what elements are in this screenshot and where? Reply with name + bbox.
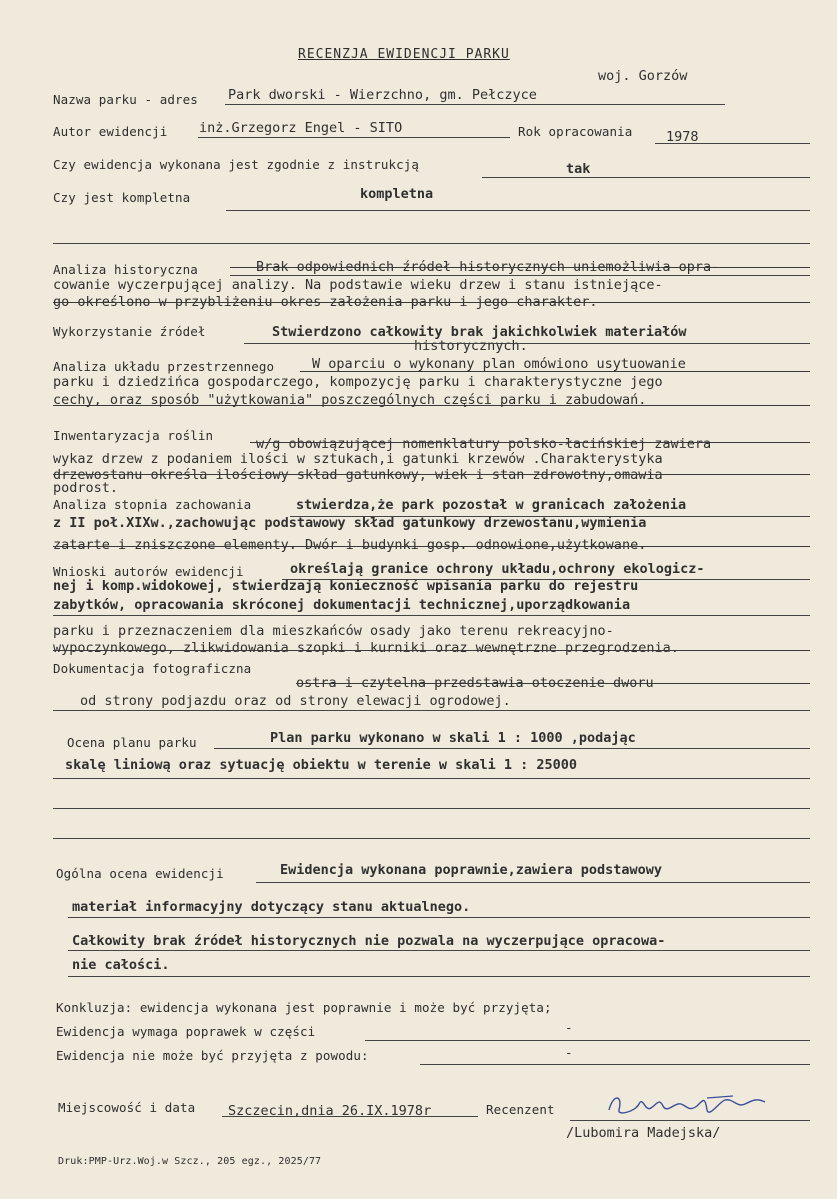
conclusion-corrections: Ewidencja wymaga poprawek w części	[56, 1024, 316, 1039]
rule	[230, 275, 810, 276]
spatial-label: Analiza układu przestrzennego	[53, 359, 275, 374]
inventory-line-4: podrost.	[53, 480, 119, 496]
form-title: RECENZJA EWIDENCJI PARKU	[298, 47, 510, 62]
plan-line-1: Plan parku wykonano w skali 1 : 1000 ,podając	[270, 730, 636, 746]
rule	[226, 210, 810, 211]
inventory-line-1: w/g obowiązującej nomenklatury polsko-łacińskiej zawiera	[256, 436, 712, 452]
year-value: 1978	[666, 129, 699, 145]
region: woj. Gorzów	[598, 68, 688, 84]
spatial-line-1: W oparciu o wykonany plan omówiono usytuowanie	[312, 356, 686, 372]
sources-label: Wykorzystanie źródeł	[53, 324, 206, 339]
rule	[53, 808, 810, 809]
overall-line-3: Całkowity brak źródeł historycznych nie pozwala na wyczerpujące opracowa-	[72, 933, 666, 949]
conclusions-line-5: wypoczynkowego, zlikwidowania szopki i kurniki oraz wewnętrzne przegrodzenia.	[53, 640, 679, 656]
rule	[68, 976, 810, 977]
preservation-line-2: z II poł.XIXw.,zachowując podstawowy skład gatunkowy drzewostanu,wymienia	[53, 515, 647, 531]
sources-line-2: historycznych.	[414, 338, 528, 354]
historical-line-3: go określono w przybliżeniu okres założenia parku i jego charakter.	[53, 294, 598, 310]
photo-line-1: ostra i czytelna przedstawia otoczenie dworu	[296, 675, 654, 691]
rule	[68, 917, 810, 918]
rule	[198, 137, 510, 138]
complete-label: Czy jest kompletna	[53, 190, 191, 205]
year-label: Rok opracowania	[518, 124, 633, 139]
photo-label: Dokumentacja fotograficzna	[53, 661, 252, 676]
conclusions-line-3: zabytków, opracowania skróconej dokumentacji technicznej,uporządkowania	[53, 597, 631, 613]
corrections-dash: -	[565, 1020, 573, 1035]
strike-rule	[230, 267, 810, 268]
preservation-line-3: zatarte i zniszczone elementy. Dwór i budynki gosp. odnowione,użytkowane.	[53, 537, 647, 553]
reviewer-name: /Lubomira Madejska/	[566, 1125, 721, 1141]
strike-rule	[53, 650, 810, 651]
historical-line-1: Brak odpowiednich źródeł historycznych uniemożliwia opra-	[256, 259, 720, 275]
rule	[214, 748, 810, 749]
plan-line-2: skalę liniową oraz sytuację obiektu w terenie w skali 1 : 25000	[65, 757, 578, 773]
instruction-value: tak	[566, 161, 591, 177]
conclusions-line-2: nej i komp.widokowej, stwierdzają konieczność wpisania parku do rejestru	[53, 578, 639, 594]
rule	[53, 838, 810, 839]
reviewer-signature	[605, 1088, 775, 1124]
rule	[222, 1116, 478, 1117]
overall-label: Ogólna ocena ewidencji	[56, 866, 224, 881]
overall-line-4: nie całości.	[72, 957, 170, 973]
inventory-line-3: drzewostanu określa ilościowy skład gatunkowy, wiek i stan zdrowotny,omawia	[53, 467, 663, 483]
strike-rule	[300, 371, 810, 372]
strike-rule	[296, 683, 810, 684]
place-value: Szczecin,dnia 26.IX.1978r	[228, 1103, 432, 1119]
rule	[53, 710, 810, 711]
inventory-label: Inwentaryzacja roślin	[53, 428, 214, 443]
conclusions-label: Wnioski autorów ewidencji	[53, 564, 244, 579]
strike-rule	[250, 442, 810, 443]
inventory-line-2: wykaz drzew z podaniem ilości w sztukach,i gatunki krzewów .Charakterystyka	[53, 451, 663, 467]
rule	[282, 579, 810, 580]
rule	[53, 778, 810, 779]
rule	[68, 950, 810, 951]
spatial-line-3: cechy, oraz sposób "użytkowania" poszczególnych części parku i zabudowań.	[53, 392, 647, 408]
rejected-dash: -	[565, 1045, 573, 1060]
rule	[225, 104, 725, 105]
instruction-label: Czy ewidencja wykonana jest zgodnie z instrukcją	[53, 157, 420, 172]
sources-line-1: Stwierdzono całkowity brak jakichkolwiek materiałów	[272, 324, 687, 340]
park-name-value: Park dworski - Wierzchno, gm. Pełczyce	[228, 87, 537, 103]
conclusion-accept: Konkluzja: ewidencja wykonana jest poprawnie i może być przyjęta;	[56, 1000, 552, 1015]
strike-rule	[53, 302, 810, 303]
strike-rule	[53, 546, 810, 547]
rule	[482, 177, 810, 178]
rule	[290, 516, 810, 517]
rule	[256, 882, 810, 883]
rule	[53, 243, 810, 244]
rule	[365, 1040, 810, 1041]
rule	[420, 1064, 810, 1065]
historical-line-2: cowanie wyczerpującej analizy. Na podstawie wieku drzew i stanu istniejące-	[53, 277, 663, 293]
conclusion-rejected: Ewidencja nie może być przyjęta z powodu:	[56, 1048, 369, 1063]
reviewer-label: Recenzent	[486, 1102, 555, 1117]
author-value: inż.Grzegorz Engel - SITO	[199, 120, 403, 136]
historical-label: Analiza historyczna	[53, 262, 198, 277]
spatial-line-2: parku i dziedzińca gospodarczego, kompozycję parku i charakterystyczne jego	[53, 374, 663, 390]
rule	[655, 143, 810, 144]
park-name-label: Nazwa parku - adres	[53, 92, 198, 107]
preservation-line-1: stwierdza,że park pozostał w granicach założenia	[296, 497, 687, 513]
conclusions-line-4: parku i przeznaczeniem dla mieszkańców osady jako terenu rekreacyjno-	[53, 623, 614, 639]
preservation-label: Analiza stopnia zachowania	[53, 497, 252, 512]
author-label: Autor ewidencji	[53, 124, 168, 139]
strike-rule	[53, 405, 810, 406]
overall-line-2: materiał informacyjny dotyczący stanu aktualnego.	[72, 899, 471, 915]
rule	[53, 615, 810, 616]
rule	[244, 343, 810, 344]
photo-line-2: od strony podjazdu oraz od strony elewacji ogrodowej.	[80, 693, 511, 709]
overall-line-1: Ewidencja wykonana poprawnie,zawiera podstawowy	[280, 862, 663, 878]
complete-value: kompletna	[360, 186, 434, 202]
strike-rule	[53, 474, 810, 475]
place-label: Miejscowość i data	[58, 1100, 196, 1115]
conclusions-line-1: określają granice ochrony układu,ochrony ekologicz-	[290, 561, 705, 577]
print-note: Druk:PMP-Urz.Woj.w Szcz., 205 egz., 2025/77	[58, 1156, 322, 1167]
plan-label: Ocena planu parku	[67, 735, 197, 750]
